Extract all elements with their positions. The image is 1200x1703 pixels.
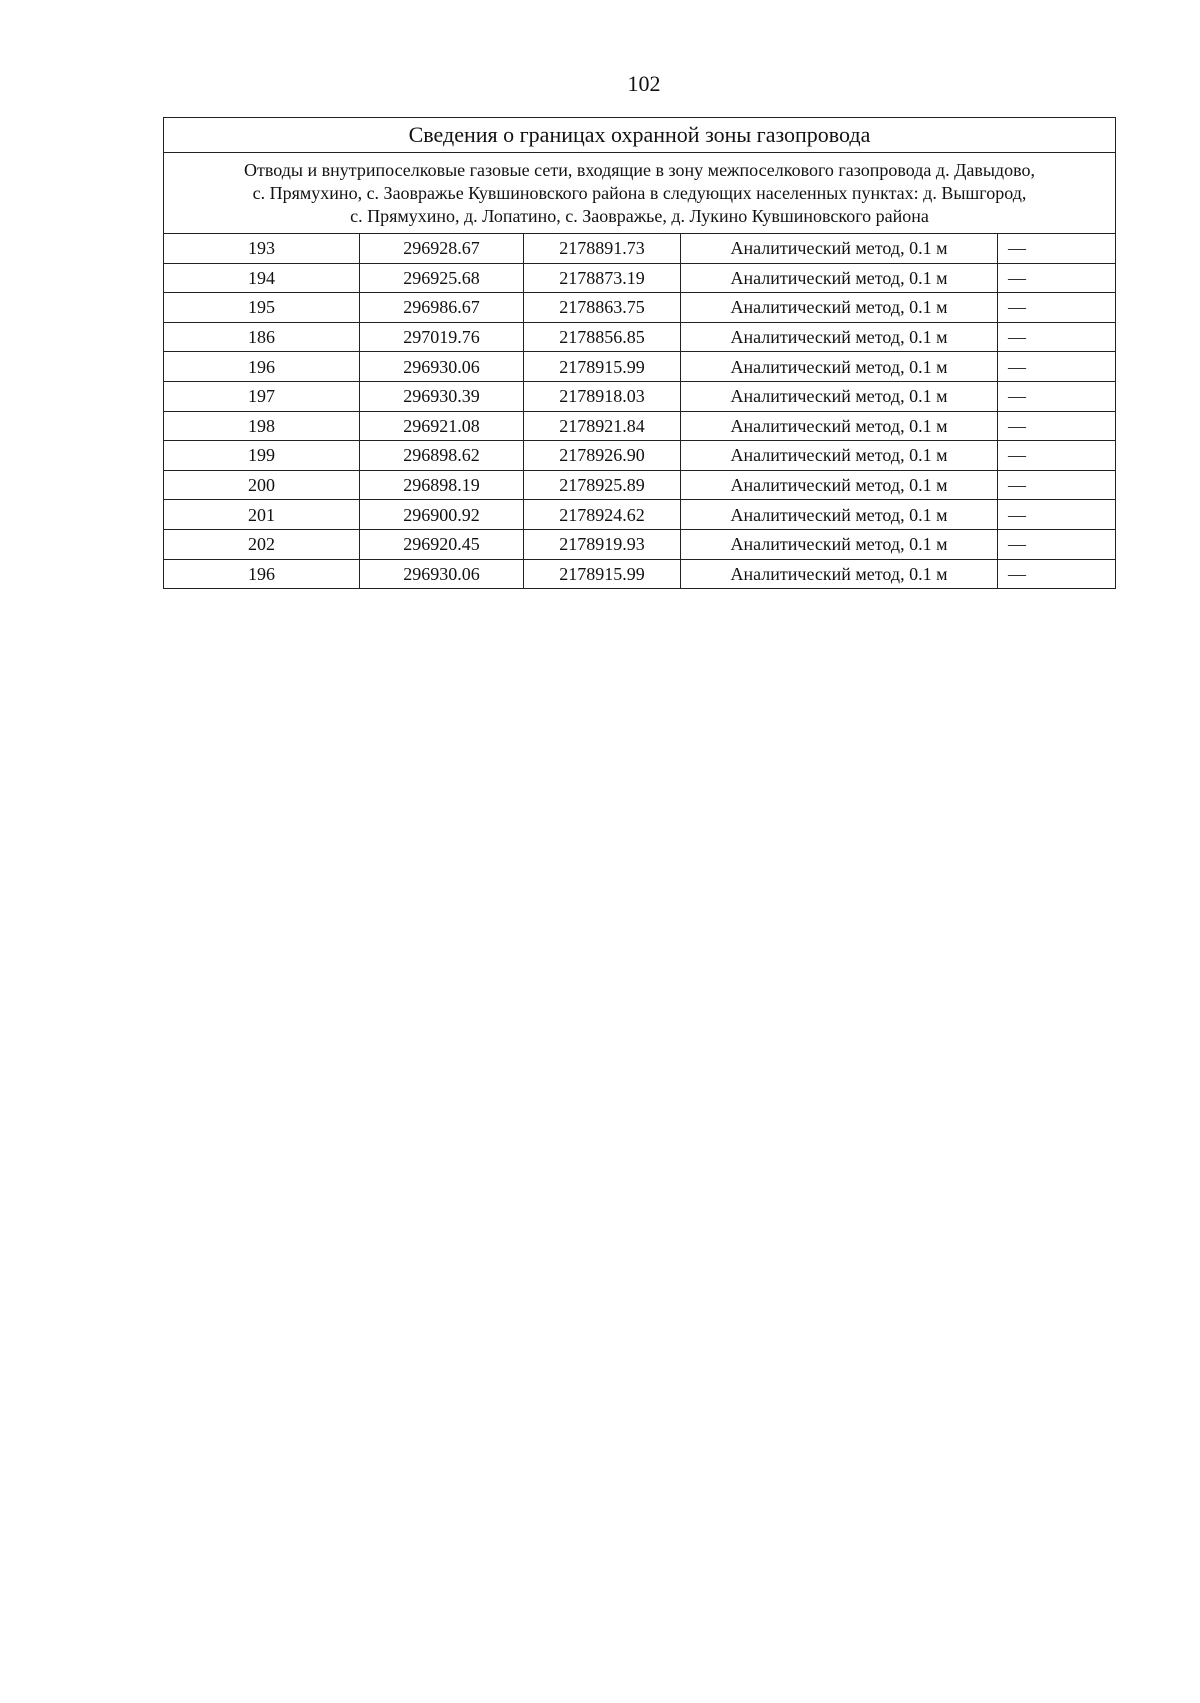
cell-y-coordinate: 2178921.84 — [524, 411, 681, 441]
cell-method: Аналитический метод, 0.1 м — [681, 500, 998, 530]
cell-y-coordinate: 2178924.62 — [524, 500, 681, 530]
cell-note: — — [998, 529, 1116, 559]
table-row — [164, 411, 1116, 441]
table-body — [164, 118, 1116, 589]
cell-x-coordinate: 296898.62 — [360, 441, 524, 471]
table-row — [164, 559, 1116, 589]
subtitle-row — [164, 153, 1116, 234]
cell-y-coordinate: 2178873.19 — [524, 263, 681, 293]
cell-note: — — [998, 500, 1116, 530]
cell-x-coordinate: 297019.76 — [360, 322, 524, 352]
cell-point-number: 196 — [164, 559, 360, 589]
cell-point-number: 200 — [164, 470, 360, 500]
cell-point-number: 197 — [164, 381, 360, 411]
cell-point-number: 186 — [164, 322, 360, 352]
cell-x-coordinate: 296930.06 — [360, 559, 524, 589]
page-number: 102 — [627, 71, 661, 96]
cell-y-coordinate: 2178863.75 — [524, 293, 681, 323]
cell-point-number: 199 — [164, 441, 360, 471]
cell-x-coordinate: 296925.68 — [360, 263, 524, 293]
cell-method: Аналитический метод, 0.1 м — [681, 559, 998, 589]
subtitle-line-3: с. Прямухино, д. Лопатино, с. Заовражье, д. Лукино Кувшиновского района — [350, 205, 929, 226]
cell-x-coordinate: 296928.67 — [360, 234, 524, 264]
cell-note: — — [998, 470, 1116, 500]
table-row — [164, 352, 1116, 382]
cell-y-coordinate: 2178891.73 — [524, 234, 681, 264]
cell-method: Аналитический метод, 0.1 м — [681, 411, 998, 441]
table-row — [164, 500, 1116, 530]
cell-x-coordinate: 296900.92 — [360, 500, 524, 530]
cell-note: — — [998, 352, 1116, 382]
cell-x-coordinate: 296921.08 — [360, 411, 524, 441]
cell-method: Аналитический метод, 0.1 м — [681, 529, 998, 559]
cell-x-coordinate: 296930.39 — [360, 381, 524, 411]
cell-point-number: 193 — [164, 234, 360, 264]
cell-method: Аналитический метод, 0.1 м — [681, 352, 998, 382]
table-row — [164, 470, 1116, 500]
table-row — [164, 529, 1116, 559]
table-row — [164, 441, 1116, 471]
cell-note: — — [998, 234, 1116, 264]
cell-method: Аналитический метод, 0.1 м — [681, 293, 998, 323]
table-row — [164, 322, 1116, 352]
cell-point-number: 194 — [164, 263, 360, 293]
cell-x-coordinate: 296898.19 — [360, 470, 524, 500]
cell-x-coordinate: 296930.06 — [360, 352, 524, 382]
table-title: Сведения о границах охранной зоны газопровода — [164, 118, 1116, 153]
cell-note: — — [998, 293, 1116, 323]
cell-note: — — [998, 263, 1116, 293]
cell-method: Аналитический метод, 0.1 м — [681, 263, 998, 293]
cell-x-coordinate: 296986.67 — [360, 293, 524, 323]
cell-y-coordinate: 2178926.90 — [524, 441, 681, 471]
cell-point-number: 202 — [164, 529, 360, 559]
cell-note: — — [998, 411, 1116, 441]
table-row — [164, 263, 1116, 293]
table-row — [164, 234, 1116, 264]
cell-y-coordinate: 2178915.99 — [524, 352, 681, 382]
cell-method: Аналитический метод, 0.1 м — [681, 470, 998, 500]
cell-x-coordinate: 296920.45 — [360, 529, 524, 559]
title-row — [164, 118, 1116, 153]
cell-method: Аналитический метод, 0.1 м — [681, 381, 998, 411]
cell-y-coordinate: 2178919.93 — [524, 529, 681, 559]
cell-note: — — [998, 381, 1116, 411]
cell-note: — — [998, 441, 1116, 471]
cell-note: — — [998, 559, 1116, 589]
cell-method: Аналитический метод, 0.1 м — [681, 441, 998, 471]
table-subtitle — [164, 153, 1116, 234]
cell-point-number: 201 — [164, 500, 360, 530]
subtitle-line-1: Отводы и внутрипоселковые газовые сети, входящие в зону межпоселкового газопровода д. Давыдово, — [244, 159, 1035, 180]
boundary-table — [163, 117, 1116, 589]
cell-method: Аналитический метод, 0.1 м — [681, 234, 998, 264]
cell-y-coordinate: 2178918.03 — [524, 381, 681, 411]
table-row — [164, 293, 1116, 323]
cell-method: Аналитический метод, 0.1 м — [681, 322, 998, 352]
cell-point-number: 198 — [164, 411, 360, 441]
cell-point-number: 196 — [164, 352, 360, 382]
cell-y-coordinate: 2178915.99 — [524, 559, 681, 589]
cell-point-number: 195 — [164, 293, 360, 323]
subtitle-line-2: с. Прямухино, с. Заовражье Кувшиновского района в следующих населенных пунктах: д. Вышгород, — [252, 182, 1027, 203]
table-row — [164, 381, 1116, 411]
cell-y-coordinate: 2178856.85 — [524, 322, 681, 352]
cell-y-coordinate: 2178925.89 — [524, 470, 681, 500]
cell-note: — — [998, 322, 1116, 352]
